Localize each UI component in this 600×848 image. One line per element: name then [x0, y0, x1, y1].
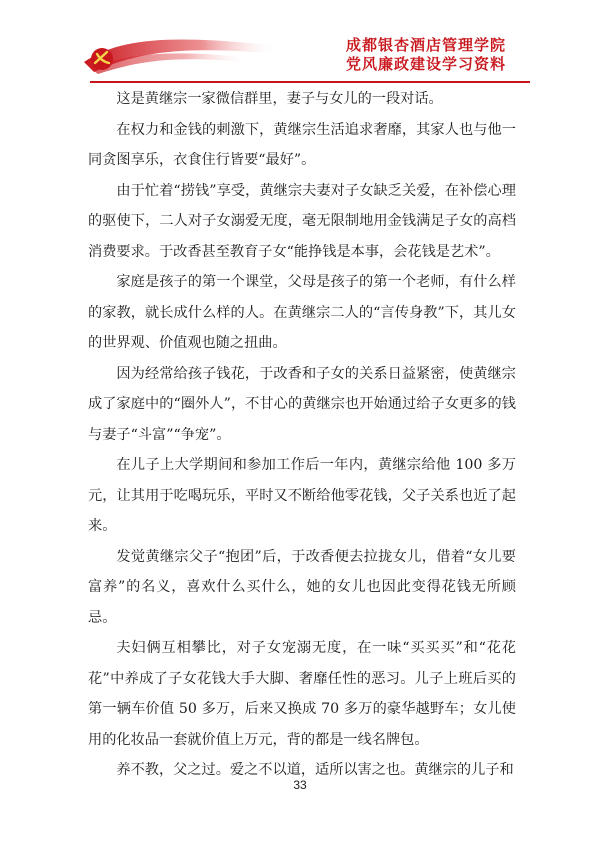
page-number: 33: [293, 778, 307, 792]
document-body: [88, 84, 516, 786]
paragraph: 这是黄继宗一家微信群里，妻子与女儿的一段对话。: [116, 91, 443, 107]
paragraph: 由于忙着“捞钱”享受，黄继宗夫妻对子女缺乏关爱，在补偿心理的驱使下，二人对子女溺爱无度，毫无限制地用金钱满足子女的高档消费要求。于改香甚至教育子女“能挣钱是本事，会花钱是艺术”。: [88, 182, 516, 260]
header-institution: 成都银杏酒店管理学院: [345, 36, 506, 54]
page-header: [70, 28, 530, 80]
paragraph: 夫妇俩互相攀比，对子女宠溺无度，在一味“买买买”和“花花花”中养成了子女花钱大手大脚、奢靡任性的恶习。儿子上班后买的第一辆车价值 50 多万，后来又换成 70 多万的豪华越野车；女儿使用的化妆品一套就价值上万元，背的都是一线名牌包。: [88, 640, 516, 748]
paragraph: 发觉黄继宗父子“抱团”后，于改香便去拉拢女儿，借着“女儿要富养”的名义，喜欢什么买什么，她的女儿也因此变得花钱无所顾忌。: [88, 548, 516, 626]
paragraph: 因为经常给孩子钱花，于改香和子女的关系日益紧密，使黄继宗成了家庭中的“圈外人”，不甘心的黄继宗也开始通过给子女更多的钱与妻子“斗富”“争宠”。: [88, 365, 516, 443]
header-subject: 党风廉政建设学习资料: [345, 55, 506, 73]
paragraph: 在权力和金钱的刺激下，黄继宗生活追求奢靡，其家人也与他一同贪图享乐，衣食住行皆要“最好”。: [88, 121, 516, 168]
header-titles: [346, 36, 506, 74]
paragraph: 家庭是孩子的第一个课堂，父母是孩子的第一个老师，有什么样的家教，就长成什么样的人。在黄继宗二人的“言传身教”下，其儿女的世界观、价值观也随之扭曲。: [88, 274, 516, 351]
paragraph: 养不教，父之过。爱之不以道，适所以害之也。黄继宗的儿子和: [116, 762, 514, 778]
header-divider: [90, 81, 530, 83]
party-flag-emblem-icon: [80, 32, 280, 76]
paragraph: 在儿子上大学期间和参加工作后一年内，黄继宗给他 100 多万元，让其用于吃喝玩乐，平时又不断给他零花钱，父子关系也近了起来。: [88, 457, 516, 534]
